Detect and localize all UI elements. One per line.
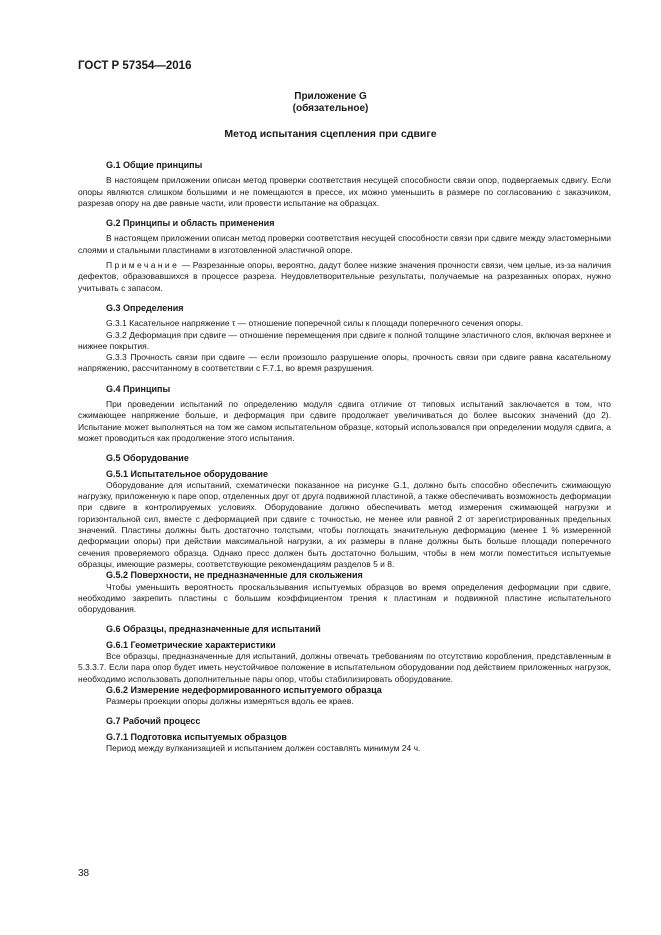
subsection-heading: G.6.2 Измерение недеформированного испытуемого образца <box>106 684 382 695</box>
section-heading-g2: G.2 Принципы и область применения <box>106 218 275 229</box>
appendix-title: Приложение G <box>294 91 367 102</box>
section-heading-g1: G.1 Общие принципы <box>106 160 203 170</box>
note-label: Примечание <box>106 260 180 271</box>
main-title: Метод испытания сцепления при сдвиге <box>224 128 437 140</box>
paragraph: В настоящем приложении описан метод проверки соответствия несущей способности связи при сдвиге между эластомерными слоями и стальными пластинами в изготовленной эластичной опоре. <box>78 233 611 255</box>
paragraph: Оборудование для испытаний, схематически показанное на рисунке G.1, должно быть способно обеспечить сжимающую нагрузку, приложенную к паре опор, отделенных друг от друга подвижной пластиной, а также обеспечивать возможность деформации при сдвиге в контролируемых условиях. Оборудование должно обеспечивать метод измерения сжимающей нагрузки и горизонтальной сил, вместе с деформацией при сдвиге с точностью, не менее или равной 2 от зарегистрированных предельных значений. Пластины должны быть достаточно толстыми, чтобы поглощать значительную деформацию (менее 1 % измеренной деформации опоры) при действии максимальной нагрузки, а их размеры в плане должны быть больше площади поперечного сечения проверяемого образца. Однако пресс должен быть достаточно большим, чтобы в нем могли поместиться испытуемые образцы, имеющие размеры, соответствующие рекомендациям разделов 5 и 8. <box>78 479 611 569</box>
paragraph: Чтобы уменьшить вероятность проскальзывания испытуемых образцов во время определения деформации при сдвиге, необходимо закрепить пластины с большим коэффициентом трения к пластинам и подвижной пластине испытательного оборудования. <box>78 581 611 615</box>
note-paragraph <box>78 260 611 294</box>
document-body <box>78 160 611 754</box>
section-heading-g6: G.6 Образцы, предназначенные для испытаний <box>106 624 321 635</box>
paragraph: Период между вулканизацией и испытанием должен составлять минимум 24 ч. <box>106 743 421 754</box>
definition: G.3.1 Касательное напряжение τ — отношение поперечной силы к площади поперечного сечения опоры. <box>106 318 524 329</box>
section-heading-g3: G.3 Определения <box>106 302 184 313</box>
appendix-header <box>0 91 661 115</box>
standard-number: ГОСТ Р 57354—2016 <box>78 60 192 72</box>
paragraph: Размеры проекции опоры должны измеряться вдоль ее краев. <box>106 696 354 707</box>
section-heading-g4: G.4 Принципы <box>106 383 171 394</box>
subsection-heading: G.5.1 Испытательное оборудование <box>106 468 268 479</box>
subsection-heading: G.7.1 Подготовка испытуемых образцов <box>106 731 287 742</box>
subsection-heading: G.5.2 Поверхности, не предназначенные для скольжения <box>106 570 363 581</box>
note-text: — Разрезанные опоры, вероятно, дадут более низкие значения прочности связи, чем целые, из-за наличия дефектов, образовавшихся в процессе разреза. Неудовлетворительные результаты, получаемые на разрезанных опорах, нужно учитывать с запасом. <box>78 260 611 293</box>
paragraph: В настоящем приложении описан метод проверки соответствия несущей способности связи опор, подвергаемых сдвигу. Если опоры являются слишком большими и не помещаются в прессе, их можно уменьшить в размере по согласованию с заказчиком, разрезав опору на две равные части, или провести испытание на образцах. <box>78 175 611 208</box>
section-heading-g7: G.7 Рабочий процесс <box>106 716 201 727</box>
subsection-heading: G.6.1 Геометрические характеристики <box>106 639 276 650</box>
paragraph: Все образцы, предназначенные для испытаний, должны отвечать требованиям по отсутствию коробления, представленным в 5.3.3.7. Если пара опор будет иметь неустойчивое положение в испытательном оборудовании под действием приложенных нагрузок, необходимо использовать дополнительные пары опор, чтобы стабилизировать оборудование. <box>78 650 611 684</box>
definition: G.3.3 Прочность связи при сдвиге — если произошло разрушение опоры, прочность связи при сдвиге равна касательному напряжению, рассчитанному в соответствии с F.7.1, во время разрушения. <box>78 352 611 374</box>
appendix-status: (обязательное) <box>292 103 369 114</box>
definition: G.3.2 Деформация при сдвиге — отношение перемещения при сдвиге к полной толщине эластичного слоя, включая верхнее и нижнее покрытия. <box>78 329 611 351</box>
paragraph: При проведении испытаний по определению модуля сдвига отличие от типовых испытаний заключается в том, что сжимающее напряжение больше, и деформация при сдвиге продолжает увеличиваться до более высоких значений (до 2). Испытание может выполняться на том же самом испытательном образце, который использовался при определении модуля сдвига, а может проводиться как продолжение этого испытания. <box>78 399 611 443</box>
page-number: 38 <box>78 868 90 879</box>
section-heading-g5: G.5 Оборудование <box>106 453 189 464</box>
